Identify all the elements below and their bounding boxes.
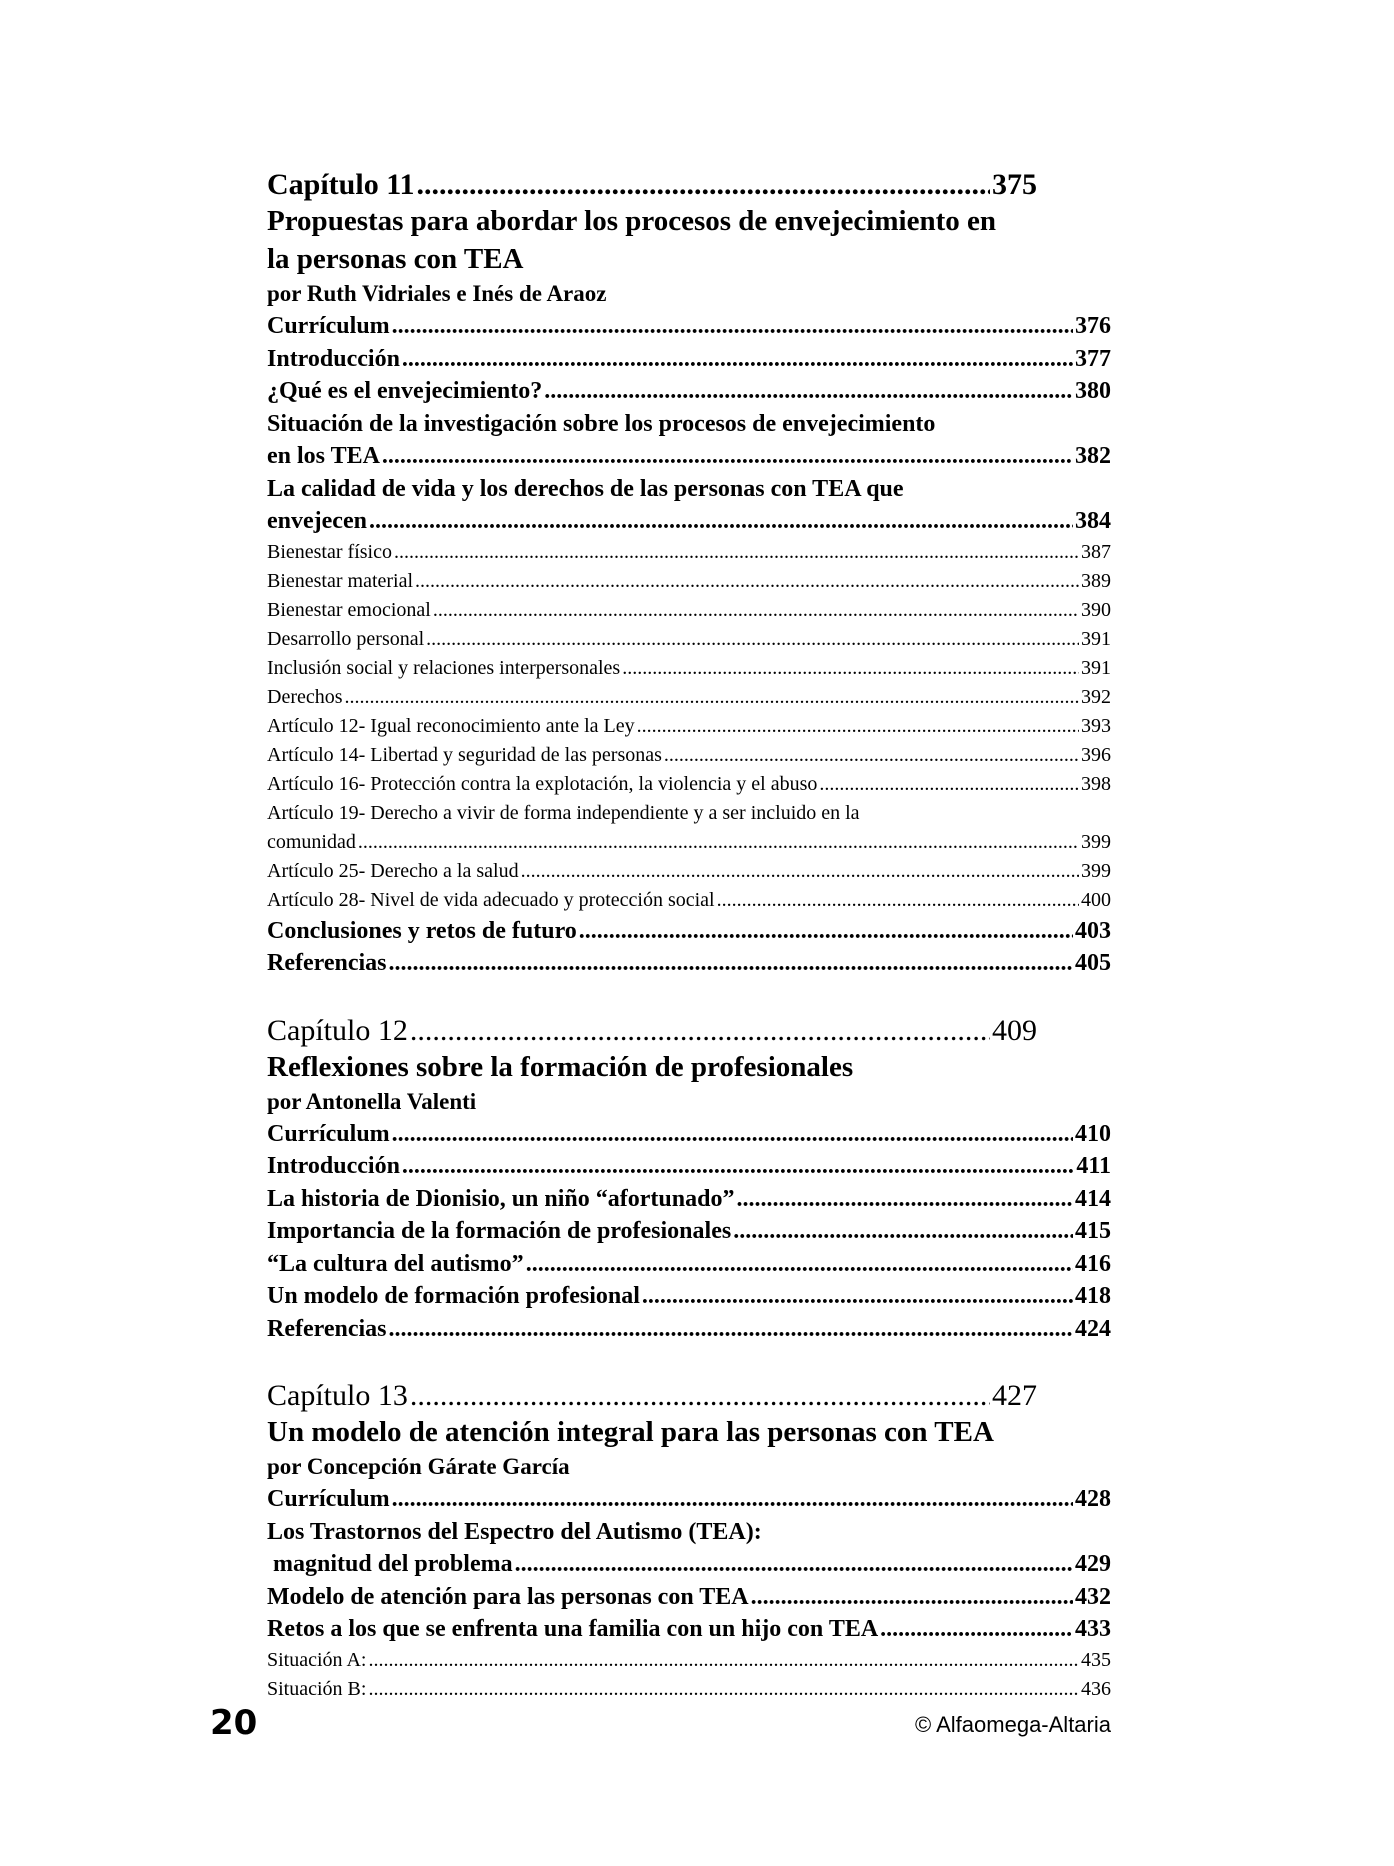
toc-subentry: Bienestar físico ..... 387 bbox=[267, 538, 1111, 567]
toc-subentry: Situación B: ..... 436 bbox=[267, 1675, 1111, 1704]
toc-entry: en los TEA ..... 382 bbox=[267, 440, 1111, 473]
chapter-12-title: Reflexiones sobre la formación de profesionales bbox=[267, 1050, 854, 1083]
toc-subentry: Artículo 16- Protección contra la explotación, la violencia y el abuso ..... 398 bbox=[267, 770, 1111, 799]
chapter-13-title: Un modelo de atención integral para las personas con TEA bbox=[267, 1416, 994, 1448]
toc-subentry: Artículo 25- Derecho a la salud ..... 399 bbox=[267, 857, 1111, 886]
toc-entry: Currículum ..... 410 bbox=[267, 1118, 1111, 1151]
toc-subentry: Bienestar emocional ..... 390 bbox=[267, 596, 1111, 625]
toc-subentry: Situación A: ..... 435 bbox=[267, 1646, 1111, 1675]
toc-entry: Modelo de atención para las personas con TEA ..... 432 bbox=[267, 1581, 1111, 1614]
chapter-12-author: por Antonella Valenti bbox=[267, 1088, 477, 1114]
toc-subentry: Artículo 12- Igual reconocimiento ante la Ley ..... 393 bbox=[267, 712, 1111, 741]
toc-entry: La historia de Dionisio, un niño “afortunado” ..... 414 bbox=[267, 1183, 1111, 1216]
toc-entry: Introducción ..... 377 bbox=[267, 343, 1111, 376]
toc-entry: Introducción ..... 411 bbox=[267, 1150, 1111, 1183]
toc-subentry: Derechos ..... 392 bbox=[267, 683, 1111, 712]
toc-entry: Retos a los que se enfrenta una familia con un hijo con TEA ..... 433 bbox=[267, 1613, 1111, 1646]
toc-entry-line1: Situación de la investigación sobre los procesos de envejecimiento bbox=[267, 410, 936, 437]
toc-subentry: Bienestar material ..... 389 bbox=[267, 567, 1111, 596]
toc-entry: magnitud del problema ..... 429 bbox=[267, 1548, 1111, 1581]
chapter-11-heading: Capítulo 11 ..... 375 bbox=[267, 168, 1037, 202]
table-of-contents bbox=[267, 168, 1111, 1704]
page-number: 20 bbox=[210, 1703, 258, 1743]
toc-entry: ¿Qué es el envejecimiento? ..... 380 bbox=[267, 375, 1111, 408]
toc-subentry-line1: Artículo 19- Derecho a vivir de forma independiente y a ser incluido en la bbox=[267, 801, 860, 824]
toc-entry: Referencias ..... 405 bbox=[267, 947, 1111, 980]
chapter-13-author: por Concepción Gárate García bbox=[267, 1454, 570, 1479]
chapter-13-heading: Capítulo 13 ..... 427 bbox=[267, 1379, 1037, 1413]
toc-entry-line1: Los Trastornos del Espectro del Autismo (TEA): bbox=[267, 1518, 762, 1545]
toc-subentry: Inclusión social y relaciones interpersonales ..... 391 bbox=[267, 654, 1111, 683]
toc-entry: envejecen ..... 384 bbox=[267, 505, 1111, 538]
toc-subentry: Artículo 14- Libertad y seguridad de las personas ..... 396 bbox=[267, 741, 1111, 770]
chapter-11-title-line2: la personas con TEA bbox=[267, 243, 524, 275]
toc-subentry: Desarrollo personal ..... 391 bbox=[267, 625, 1111, 654]
chapter-12-heading: Capítulo 12 ..... 409 bbox=[267, 1014, 1037, 1048]
toc-entry: Importancia de la formación de profesionales ..... 415 bbox=[267, 1215, 1111, 1248]
toc-entry: Un modelo de formación profesional ..... 418 bbox=[267, 1280, 1111, 1313]
toc-entry: Currículum ..... 428 bbox=[267, 1483, 1111, 1516]
toc-entry: “La cultura del autismo” ..... 416 bbox=[267, 1248, 1111, 1281]
toc-entry: Currículum ..... 376 bbox=[267, 310, 1111, 343]
copyright-notice: © Alfaomega-Altaria bbox=[915, 1712, 1111, 1737]
toc-entry-line1: La calidad de vida y los derechos de las personas con TEA que bbox=[267, 475, 904, 502]
toc-entry: Conclusiones y retos de futuro ..... 403 bbox=[267, 915, 1111, 948]
toc-subentry: comunidad ..... 399 bbox=[267, 828, 1111, 857]
chapter-11-title: Propuestas para abordar los procesos de envejecimiento en bbox=[267, 205, 996, 237]
toc-subentry: Artículo 28- Nivel de vida adecuado y protección social ..... 400 bbox=[267, 886, 1111, 915]
toc-entry: Referencias ..... 424 bbox=[267, 1313, 1111, 1346]
chapter-11-author: por Ruth Vidriales e Inés de Araoz bbox=[267, 281, 607, 306]
